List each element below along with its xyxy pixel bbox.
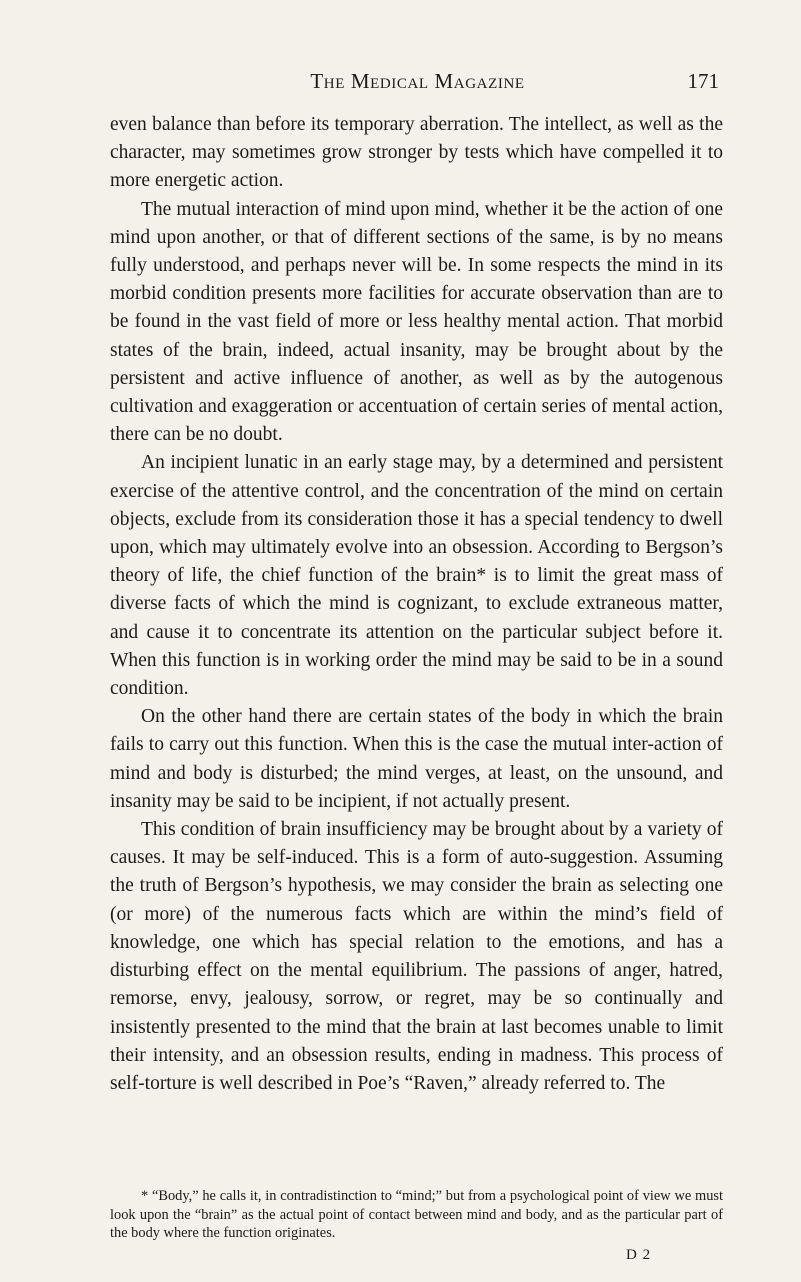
paragraph: even balance than before its temporary aberration. The intellect, as well as the character, may sometimes grow stronger by tests which have compelled it to more energetic action. xyxy=(110,114,723,192)
signature-mark: D 2 xyxy=(626,1247,652,1263)
paragraph: On the other hand there are certain states of the body in which the brain fails to carry out this function. When this is the case the mutual inter-action of mind and body is disturbed; the mind verges, at least, on the unsound, and insanity may be said to be incipient, if not actually present. xyxy=(110,706,723,812)
paragraph: An incipient lunatic in an early stage may, by a determined and persistent exercise of the attentive control, and the concentration of the mind on certain objects, exclude from its consideration those it has a special tendency to dwell upon, which may ultimately evolve into an obsession. According to Bergson’s theory of life, the chief function of the brain* is to limit the great mass of diverse facts of which the mind is cognizant, to exclude extraneous matter, and cause it to concentrate its attention on the particular subject before it. When this function is in working order the mind may be said to be in a sound condition. xyxy=(110,452,723,700)
paragraph: This condition of brain insufficiency may be brought about by a variety of causes. It may be self-induced. This is a form of auto-suggestion. Assuming the truth of Bergson’s hypothesis, we may consider the brain as selecting one (or more) of the numerous facts which are within the mind’s field of knowledge, one which has special relation to the emotions, and has a disturbing effect on the mental equilibrium. The passions of anger, hatred, remorse, envy, jealousy, sorrow, or regret, may be so continually and insistently presented to the mind that the brain at last becomes unable to limit their intensity, and an obsession results, ending in madness. This process of self-torture is well described in Poe’s “Raven,” already referred to. The xyxy=(110,819,723,1094)
page-header xyxy=(116,69,719,99)
running-title: The Medical Magazine xyxy=(310,69,525,93)
footnote: * “Body,” he calls it, in contradistinction to “mind;” but from a psychological point of view we must look upon the “brain” as the actual point of contact between mind and body, and as the particular part of the body where the function originates. xyxy=(110,1188,723,1241)
body-text xyxy=(110,111,723,1098)
paragraph: The mutual interaction of mind upon mind, whether it be the action of one mind upon another, or that of different sections of the same, is by no means fully understood, and perhaps never will be. In some respects the mind in its morbid condition presents more facilities for accurate observation than are to be found in the vast field of more or less healthy mental action. That morbid states of the brain, indeed, actual insanity, may be brought about by the persistent and active influence of another, as well as by the autogenous cultivation and exaggeration or accentuation of certain series of mental action, there can be no doubt. xyxy=(110,198,723,446)
page-number: 171 xyxy=(687,69,719,93)
